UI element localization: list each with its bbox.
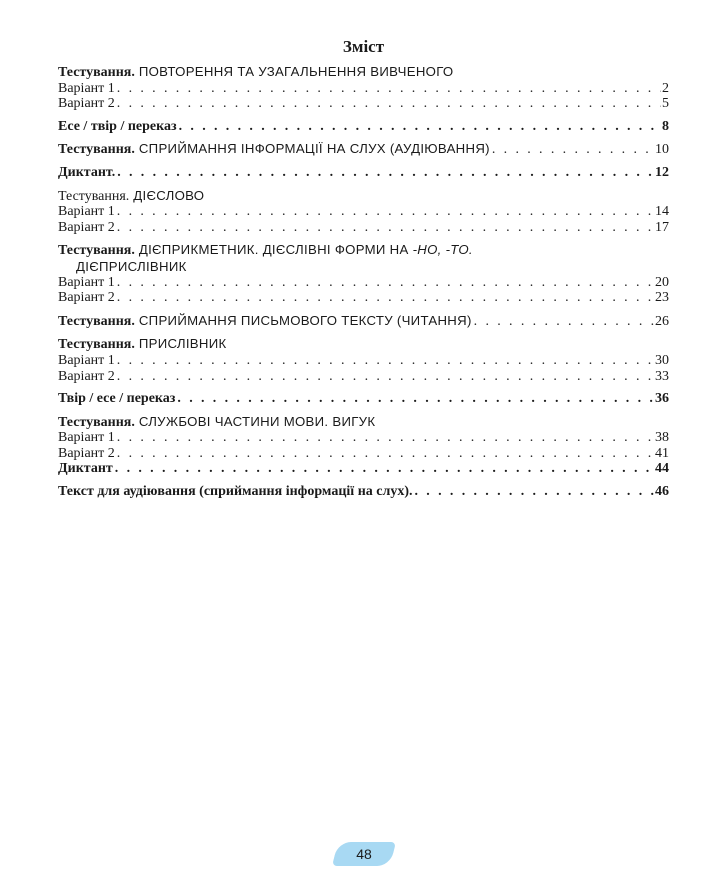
- section-heading: [58, 414, 669, 431]
- toc-section: [58, 484, 669, 500]
- dot-leader: [117, 446, 654, 462]
- entry-label: Есе / твір / переказ: [58, 118, 177, 134]
- toc-section: [58, 242, 669, 305]
- dot-leader: [474, 314, 654, 330]
- toc-entry[interactable]: [58, 430, 669, 446]
- dot-leader: [117, 204, 654, 220]
- entry-label: Варіант 2: [58, 290, 115, 306]
- section-heading: [58, 188, 669, 205]
- entry-page: 8: [662, 118, 669, 134]
- toc-entry[interactable]: [58, 81, 669, 97]
- entry-label: [58, 141, 490, 158]
- entry-label: Твір / есе / переказ: [58, 391, 176, 407]
- entry-page: 17: [655, 219, 669, 235]
- heading-title: ДІЄПРИКМЕТНИК. ДІЄСЛІВНІ ФОРМИ НА: [134, 242, 413, 258]
- dot-leader: [117, 81, 661, 97]
- toc-section: [58, 141, 669, 158]
- entry-label: Диктант: [58, 461, 113, 477]
- toc-entry[interactable]: [58, 369, 669, 385]
- toc-section: [58, 188, 669, 236]
- heading-prefix: Тестування.: [58, 414, 135, 430]
- dot-leader: [117, 96, 661, 112]
- toc-entry[interactable]: [58, 446, 669, 462]
- entry-label: Варіант 2: [58, 219, 115, 235]
- entry-label-prefix: Тестування.: [58, 142, 135, 158]
- heading-title: ДІЄСЛОВО: [129, 187, 205, 203]
- dot-leader: [117, 275, 654, 291]
- dot-leader: [117, 430, 654, 446]
- entry-page: 30: [655, 352, 669, 368]
- entry-label: Варіант 2: [58, 96, 115, 112]
- entry-label: Текст для аудіювання (сприймання інформації на слух).: [58, 484, 413, 500]
- entry-label: Варіант 2: [58, 445, 115, 461]
- entry-page: 41: [655, 445, 669, 461]
- entry-page: 12: [655, 164, 669, 180]
- heading-title: ПРИСЛІВНИК: [134, 336, 227, 352]
- entry-page: 10: [655, 142, 669, 158]
- dot-leader: [117, 290, 654, 306]
- toc-entry[interactable]: [58, 313, 669, 330]
- entry-page: 38: [655, 430, 669, 446]
- toc-section: [58, 391, 669, 407]
- entry-label: Варіант 1: [58, 274, 115, 290]
- entry-label: Варіант 1: [58, 430, 115, 446]
- toc-entry[interactable]: [58, 141, 669, 158]
- page-number-badge: [332, 842, 396, 866]
- dot-leader: [117, 369, 654, 385]
- entry-page: 46: [655, 484, 669, 500]
- toc-section: [58, 313, 669, 330]
- heading-title: ПОВТОРЕННЯ ТА УЗАГАЛЬНЕННЯ ВИВЧЕНОГО: [134, 64, 454, 79]
- entry-page: 26: [655, 313, 669, 329]
- toc-entry[interactable]: [58, 165, 669, 181]
- toc-section: [58, 414, 669, 477]
- section-heading: [58, 64, 669, 81]
- entry-label: Варіант 2: [58, 368, 115, 384]
- toc-entry[interactable]: [58, 119, 669, 135]
- toc-entry[interactable]: [58, 391, 669, 407]
- page-number: 48: [356, 846, 372, 862]
- toc-entry[interactable]: [58, 96, 669, 112]
- entry-label-title: СПРИЙМАННЯ ІНФОРМАЦІЇ НА СЛУХ (АУДІЮВАННЯ): [134, 141, 490, 157]
- toc-entry[interactable]: [58, 353, 669, 369]
- entry-label-title: СПРИЙМАННЯ ПИСЬМОВОГО ТЕКСТУ (ЧИТАННЯ): [134, 312, 472, 328]
- dot-leader: [117, 353, 654, 369]
- entry-page: 5: [662, 96, 669, 112]
- toc-section: [58, 64, 669, 112]
- dot-leader: [179, 119, 661, 135]
- toc-entry[interactable]: [58, 484, 669, 500]
- heading-prefix: Тестування.: [58, 243, 135, 259]
- dot-leader: [492, 142, 654, 158]
- entry-page: 44: [655, 461, 669, 477]
- entry-page: 33: [655, 368, 669, 384]
- entry-page: 14: [655, 204, 669, 220]
- toc-section: [58, 165, 669, 181]
- entry-label: Варіант 1: [58, 352, 115, 368]
- dot-leader: [177, 391, 654, 407]
- toc-section: [58, 336, 669, 384]
- entry-page: 23: [655, 290, 669, 306]
- heading-prefix: Тестування.: [58, 337, 135, 353]
- section-heading: [58, 336, 669, 353]
- entry-label: Варіант 1: [58, 204, 115, 220]
- entry-label-prefix: Тестування.: [58, 313, 135, 329]
- dot-leader: [117, 165, 654, 181]
- dot-leader: [415, 484, 655, 500]
- toc-entry[interactable]: [58, 204, 669, 220]
- toc-entry[interactable]: [58, 290, 669, 306]
- dot-leader: [115, 461, 654, 477]
- dot-leader: [117, 220, 654, 236]
- heading-title: СЛУЖБОВІ ЧАСТИНИ МОВИ. ВИГУК: [134, 413, 376, 429]
- entry-page: 2: [662, 80, 669, 96]
- heading-title-italic: -НО, -ТО.: [412, 242, 473, 258]
- section-heading: [58, 242, 669, 274]
- toc-section: [58, 119, 669, 135]
- entry-page: 20: [655, 274, 669, 290]
- entry-label: Диктант.: [58, 164, 116, 180]
- heading-prefix: Тестування.: [58, 188, 130, 204]
- entry-label: [58, 313, 472, 330]
- entry-page: 36: [655, 391, 669, 407]
- heading-prefix: Тестування.: [58, 65, 135, 80]
- entry-label: Варіант 1: [58, 80, 115, 96]
- toc-entry[interactable]: [58, 220, 669, 236]
- toc-entry[interactable]: [58, 461, 669, 477]
- heading-title-continuation: ДІЄПРИСЛІВНИК: [76, 258, 187, 274]
- page-title: Зміст: [342, 37, 385, 56]
- table-of-contents: [58, 36, 669, 507]
- toc-entry[interactable]: [58, 275, 669, 291]
